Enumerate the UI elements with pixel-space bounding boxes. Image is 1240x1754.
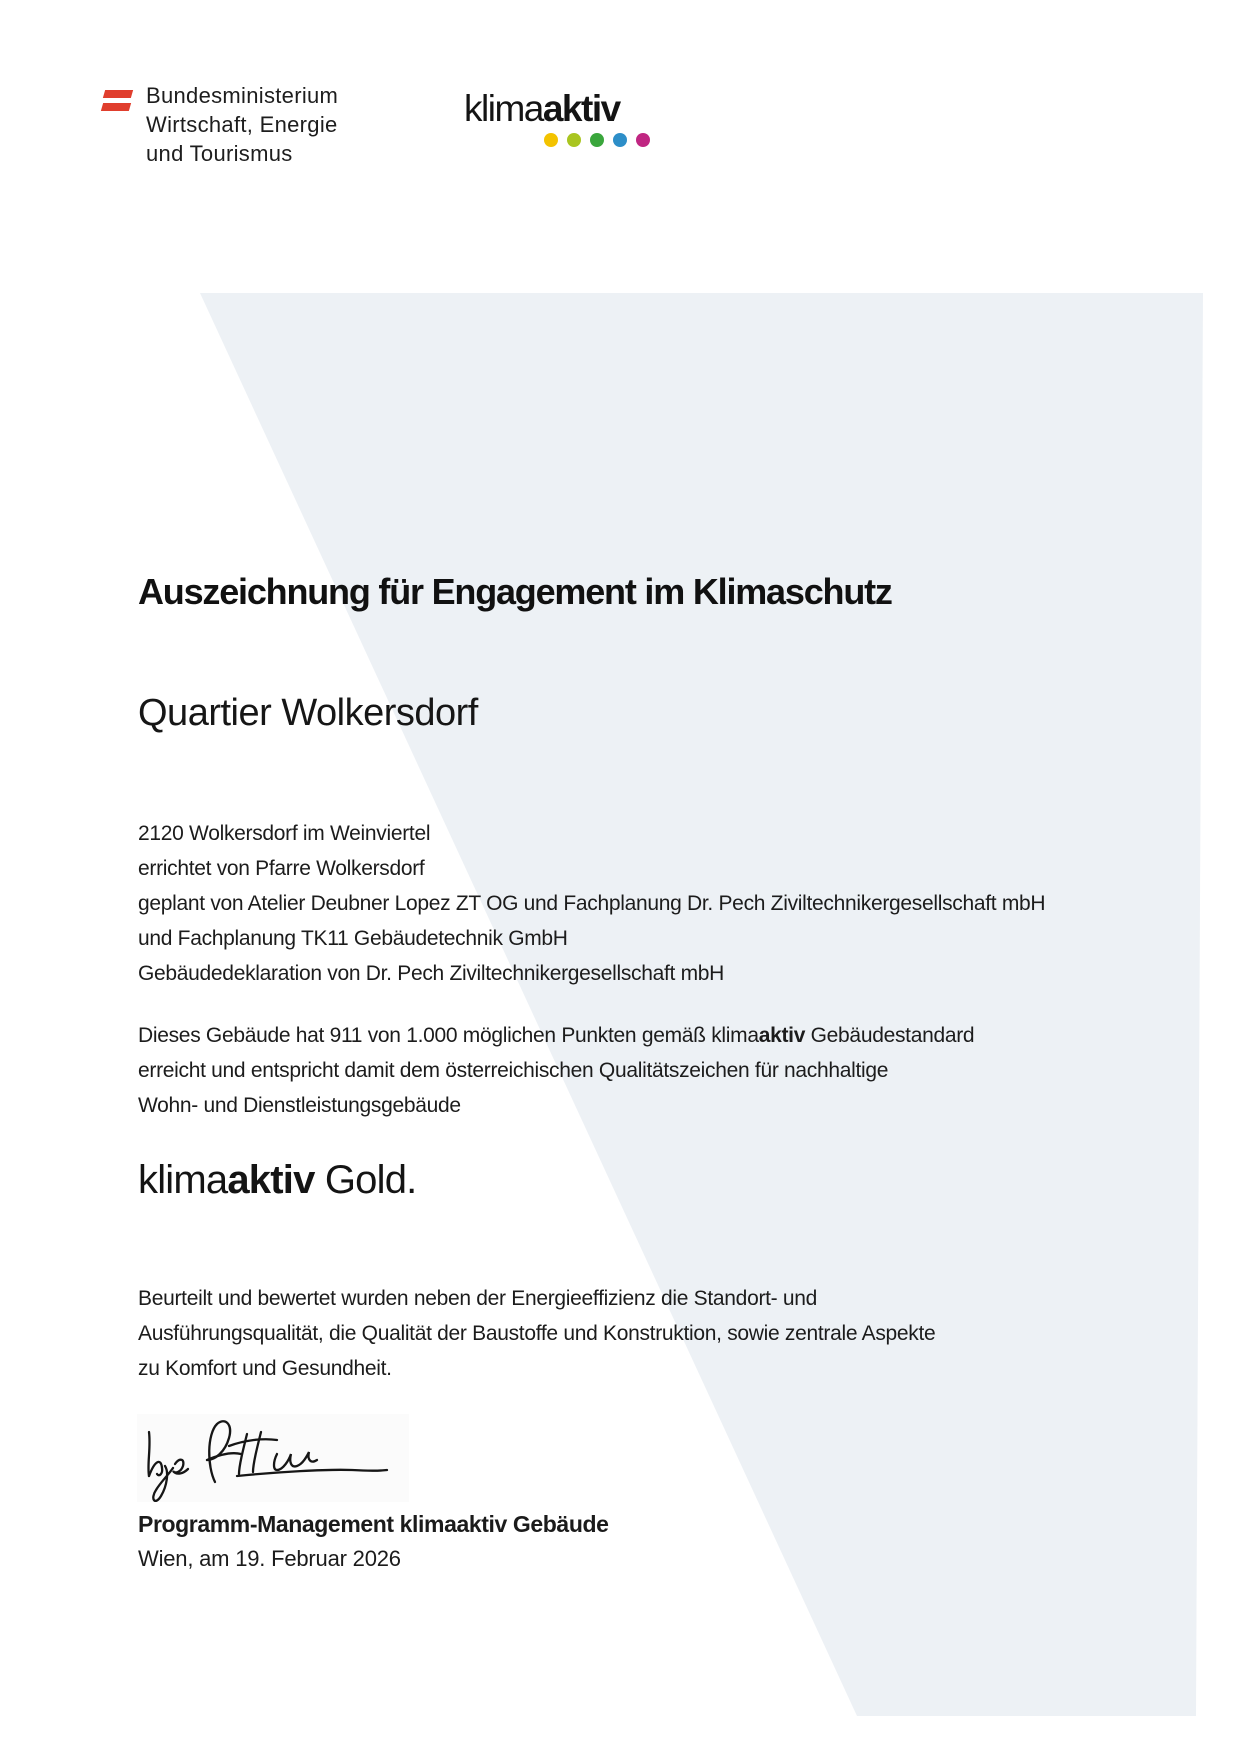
detail-line-builder: errichtet von Pfarre Wolkersdorf (138, 857, 425, 880)
ministry-line-3: und Tourismus (146, 141, 293, 166)
signoff-role: Programm-Management klimaaktiv Gebäude (138, 1511, 609, 1537)
project-name: Quartier Wolkersdorf (138, 692, 478, 734)
klimaaktiv-logo (464, 88, 620, 130)
austria-flag-icon (102, 90, 132, 112)
award-post: Gold. (314, 1158, 417, 1202)
award-level (138, 1158, 416, 1203)
score-statement (138, 1018, 974, 1123)
flag-bar-bottom (101, 103, 131, 111)
assessment-line-1: Beurteilt und bewertet wurden neben der Energieeffizienz die Standort- und (138, 1287, 818, 1310)
detail-line-planner-2: und Fachplanung TK11 Gebäudetechnik GmbH (138, 927, 568, 950)
ministry-line-2: Wirtschaft, Energie (146, 112, 338, 137)
dot-blue (613, 133, 627, 147)
statement-line-2: erreicht und entspricht damit dem österreichischen Qualitätszeichen für nachhaltige (138, 1059, 889, 1082)
detail-line-planner-1: geplant von Atelier Deubner Lopez ZT OG und Fachplanung Dr. Pech Ziviltechnikergesellschaft mbH (138, 892, 1046, 915)
dot-yellowgreen (567, 133, 581, 147)
ministry-line-1: Bundesministerium (146, 83, 339, 108)
assessment-line-2: Ausführungsqualität, die Qualität der Baustoffe und Konstruktion, sowie zentrale Aspekte (138, 1322, 936, 1345)
dot-green (590, 133, 604, 147)
klimaaktiv-logo-bold: aktiv (542, 88, 620, 129)
statement-line-1 (138, 1018, 974, 1053)
klimaaktiv-dots-icon (544, 133, 650, 147)
project-details (138, 816, 1045, 991)
signoff-place-date: Wien, am 19. Februar 2026 (138, 1546, 401, 1571)
signature-scribble-icon (137, 1414, 409, 1502)
assessment-paragraph (138, 1281, 935, 1386)
statement-line-1-bold: aktiv (758, 1024, 806, 1047)
ministry-logo-text (146, 81, 338, 168)
dot-yellow (544, 133, 558, 147)
signature-image (137, 1414, 409, 1502)
award-pre: klima (138, 1158, 228, 1202)
detail-line-address: 2120 Wolkersdorf im Weinviertel (138, 822, 431, 845)
award-bold: aktiv (227, 1158, 315, 1202)
statement-line-3: Wohn- und Dienstleistungsgebäude (138, 1094, 461, 1117)
dot-magenta (636, 133, 650, 147)
flag-bar-top (103, 90, 133, 98)
assessment-line-3: zu Komfort und Gesundheit. (138, 1357, 392, 1380)
statement-line-1-post: Gebäudestandard (805, 1024, 975, 1047)
detail-line-declaration: Gebäudedeklaration von Dr. Pech Ziviltechnikergesellschaft mbH (138, 962, 725, 985)
certificate-title: Auszeichnung für Engagement im Klimaschutz (138, 571, 892, 612)
statement-line-1-pre: Dieses Gebäude hat 911 von 1.000 möglichen Punkten gemäß klima (138, 1024, 759, 1047)
klimaaktiv-logo-regular: klima (464, 88, 543, 129)
